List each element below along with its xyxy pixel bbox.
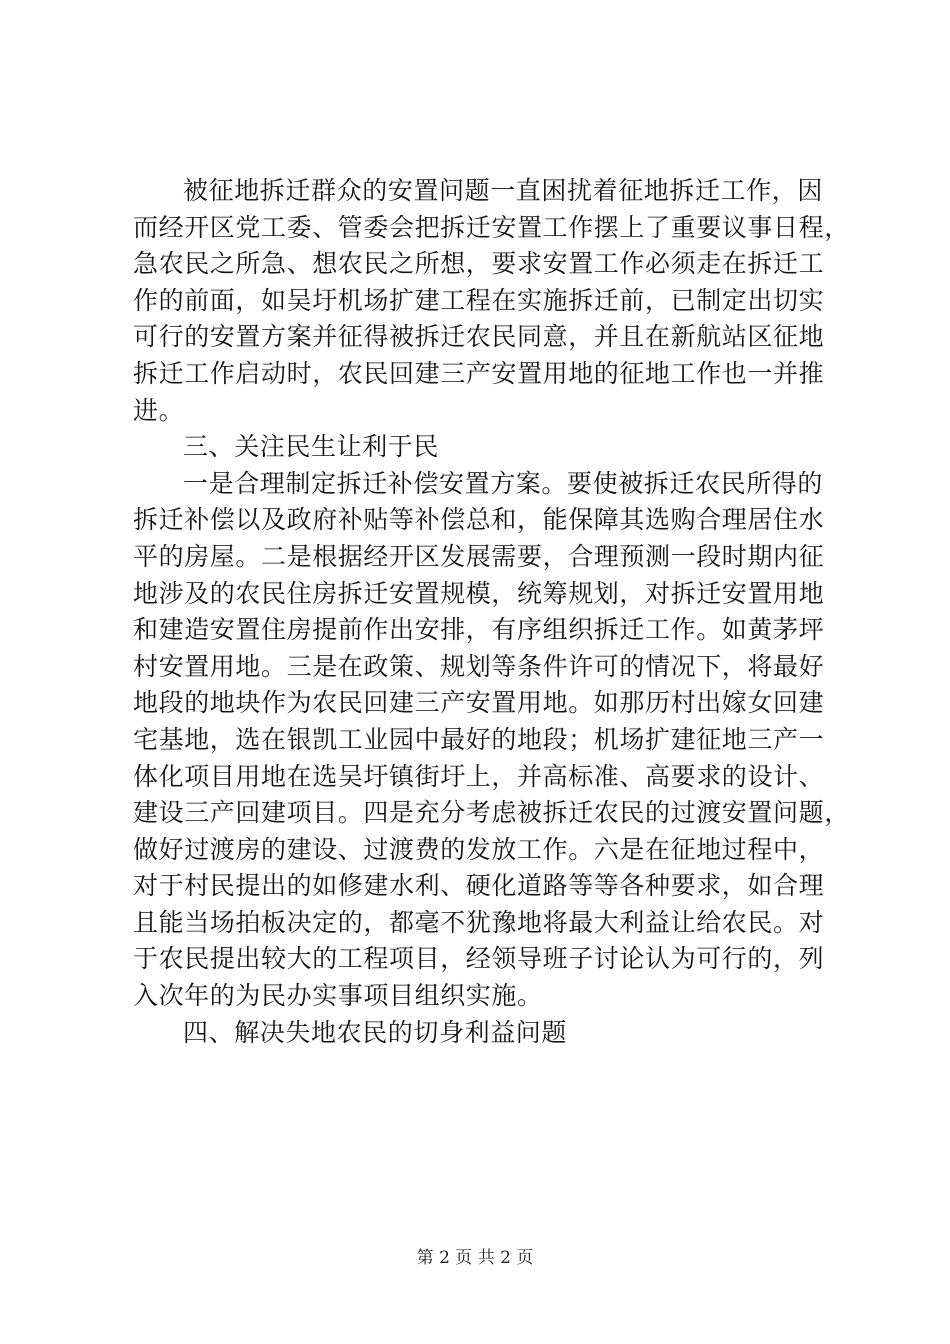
text-line: 而经开区党工委、管委会把拆迁安置工作摆上了重要议事日程， (133, 212, 850, 242)
text-line: 体化项目用地在选吴圩镇街圩上，并高标准、高要求的设计、 (133, 761, 825, 791)
text-line: 村安置用地。三是在政策、规划等条件许可的情况下，将最好 (133, 651, 825, 681)
text-line: 做好过渡房的建设、过渡费的发放工作。六是在征地过程中， (133, 834, 825, 864)
document-body (133, 173, 850, 1051)
text-line: 且能当场拍板决定的，都毫不犹豫地将最大利益让给农民。对 (133, 907, 825, 937)
text-line: 和建造安置住房提前作出安排，有序组织拆迁工作。如黄茅坪 (133, 615, 825, 645)
text-line: 拆迁补偿以及政府补贴等补偿总和，能保障其选购合理居住水 (133, 505, 825, 535)
text-line: 四、解决失地农民的切身利益问题 (183, 1017, 568, 1047)
text-line: 拆迁工作启动时，农民回建三产安置用地的征地工作也一并推 (133, 358, 825, 388)
text-line: 入次年的为民办实事项目组织实施。 (133, 981, 543, 1011)
page-number-label: 第 2 页 共 2 页 (416, 1248, 534, 1268)
text-line: 被征地拆迁群众的安置问题一直困扰着征地拆迁工作，因 (183, 176, 824, 205)
text-line: 一是合理制定拆迁补偿安置方案。要使被拆迁农民所得的 (183, 468, 824, 498)
text-line: 平的房屋。二是根据经开区发展需要，合理预测一段时期内征 (133, 541, 825, 571)
text-line: 于农民提出较大的工程项目，经领导班子讨论认为可行的，列 (133, 944, 825, 974)
text-line: 作的前面，如吴圩机场扩建工程在实施拆迁前，已制定出切实 (133, 285, 825, 315)
text-line: 地涉及的农民住房拆迁安置规模，统筹规划，对拆迁安置用地 (133, 578, 825, 608)
text-line: 对于村民提出的如修建水利、硬化道路等等各种要求，如合理 (133, 871, 825, 901)
page-footer (0, 1243, 950, 1268)
text-line: 进。 (133, 395, 185, 425)
text-line: 建设三产回建项目。四是充分考虑被拆迁农民的过渡安置问题， (133, 798, 850, 828)
text-line: 可行的安置方案并征得被拆迁农民同意，并且在新航站区征地 (133, 322, 825, 352)
text-line: 地段的地块作为农民回建三产安置用地。如那历村出嫁女回建 (133, 688, 825, 718)
text-line: 宅基地，选在银凯工业园中最好的地段；机场扩建征地三产一 (133, 724, 825, 754)
text-line: 三、关注民生让利于民 (183, 432, 440, 462)
text-line: 急农民之所急、想农民之所想，要求安置工作必须走在拆迁工 (133, 249, 825, 279)
